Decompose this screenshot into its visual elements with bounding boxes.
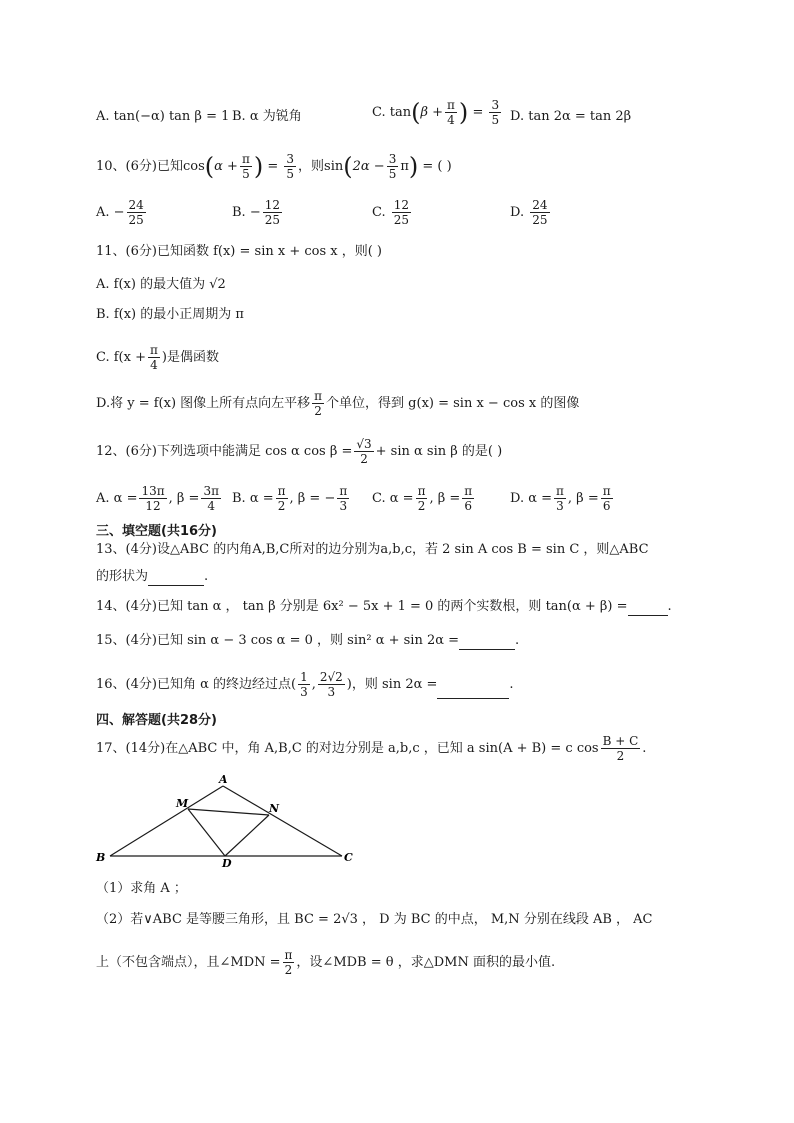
q11-option-a: A. f(x) 的最大值为 √2 [96, 277, 226, 292]
q10-option-d: D. $\frac{24}{25}$ [510, 198, 548, 227]
label-b: B [96, 851, 106, 864]
q15-line: 15、(4分)已知 sin α − 3 cos α = 0 ，则 sin² α + sin 2α = . [96, 633, 520, 648]
label-n: N [269, 802, 280, 815]
section-4-heading: 四、解答题(共28分) [96, 713, 217, 728]
q12-option-a: A. α = $\frac{13\pi}{12}$ , β = $\frac{3\pi}{4}$ [96, 484, 219, 513]
q13-line2: 的形状为 . [96, 569, 209, 584]
triangle-figure [92, 772, 372, 872]
segment-mn [188, 809, 269, 815]
segment-ac [223, 786, 342, 856]
q12-option-b: B. α = $\frac{\pi}{2}$ , β = − $\frac{\pi}{3}$ [232, 484, 348, 513]
q9c-pi-frac: $\frac{\pi}{4}$ [447, 98, 455, 127]
q9-option-b: B. α 为锐角 [232, 109, 302, 124]
q17-stem: 17、(14分)在△ABC 中，角 A,B,C 的对边分别是 a,b,c ，已知 a sin(A + B) = c cos $\frac{B + C}{2}$ . [96, 734, 647, 763]
q16-answer-blank [437, 684, 509, 699]
q11-option-d: D.将 y = f(x) 图像上所有点向左平移 $\frac{\pi}{2}$ 个单位，得到 g(x) = sin x − cos x 的图像 [96, 389, 580, 418]
q11-option-c: C. f(x + $\frac{\pi}{4}$ )是偶函数 [96, 343, 219, 372]
q9c-eq: = [472, 105, 484, 120]
q9-option-a: A. tan(−α) tan β = 1 [96, 109, 230, 124]
q9-option-c: C. tan(β + $\frac{\pi}{4}$ ) = $\frac{3}{5}$ [372, 98, 500, 127]
q17-part2-line1: （2）若∨ABC 是等腰三角形，且 BC = 2√3 ， D 为 BC 的中点， M,N 分别在线段 AB ， AC [96, 912, 653, 927]
q14-answer-blank [628, 601, 668, 616]
q11-stem: 11、(6分)已知函数 f(x) = sin x + cos x ，则( ) [96, 244, 383, 259]
q9-option-d: D. tan 2α = tan 2β [510, 109, 632, 124]
q13-answer-blank [148, 571, 204, 586]
q16-line: 16、(4分)已知角 α 的终边经过点( $\frac{1}{3}$ , $\frac{2√2}{3}$ )，则 sin 2α = . [96, 670, 514, 699]
q12-option-c: C. α = $\frac{\pi}{2}$ , β = $\frac{\pi}{6}$ [372, 484, 473, 513]
q13-line1: 13、(4分)设△ABC 的内角A,B,C所对的边分别为a,b,c，若 2 sin A cos B = sin C ，则△ABC [96, 542, 649, 557]
q10-option-a: A. − $\frac{24}{25}$ [96, 198, 144, 227]
q10-option-c: C. $\frac{12}{25}$ [372, 198, 410, 227]
section-3-heading: 三、填空题(共16分) [96, 524, 217, 539]
label-d: D [222, 857, 232, 870]
q17-part1: （1）求角 A ； [96, 881, 187, 896]
label-c: C [344, 851, 353, 864]
q10-stem: 10、(6分)已知cos(α + $\frac{\pi}{5}$ ) = $\frac{3}{5}$ ，则sin(2α − $\frac{3}{5}$ π) = ( ) [96, 152, 452, 181]
segment-ab [110, 786, 223, 856]
segment-nd [225, 815, 269, 856]
q15-answer-blank [459, 635, 515, 650]
q17-part2-line2: 上（不包含端点），且∠MDN = $\frac{\pi}{2}$ ，设∠MDB = θ ，求△DMN 面积的最小值. [96, 948, 556, 977]
q9c-value-frac: $\frac{3}{5}$ [491, 98, 500, 127]
q11-option-b: B. f(x) 的最小正周期为 π [96, 307, 244, 322]
segment-md [188, 809, 225, 856]
q9c-prefix: C. tan [372, 105, 412, 120]
label-a: A [219, 773, 228, 786]
q10-option-b: B. − $\frac{12}{25}$ [232, 198, 280, 227]
q14-line: 14、(4分)已知 tan α ， tan β 分别是 6x² − 5x + 1 = 0 的两个实数根，则 tan(α + β) = . [96, 599, 672, 614]
q12-stem: 12、(6分)下列选项中能满足 cos α cos β = $\frac{√3}{2}$ + sin α sin β 的是( ) [96, 437, 503, 466]
label-m: M [176, 797, 189, 810]
q9c-arg: β + [420, 105, 444, 120]
q12-option-d: D. α = $\frac{\pi}{3}$ , β = $\frac{\pi}{6}$ [510, 484, 611, 513]
